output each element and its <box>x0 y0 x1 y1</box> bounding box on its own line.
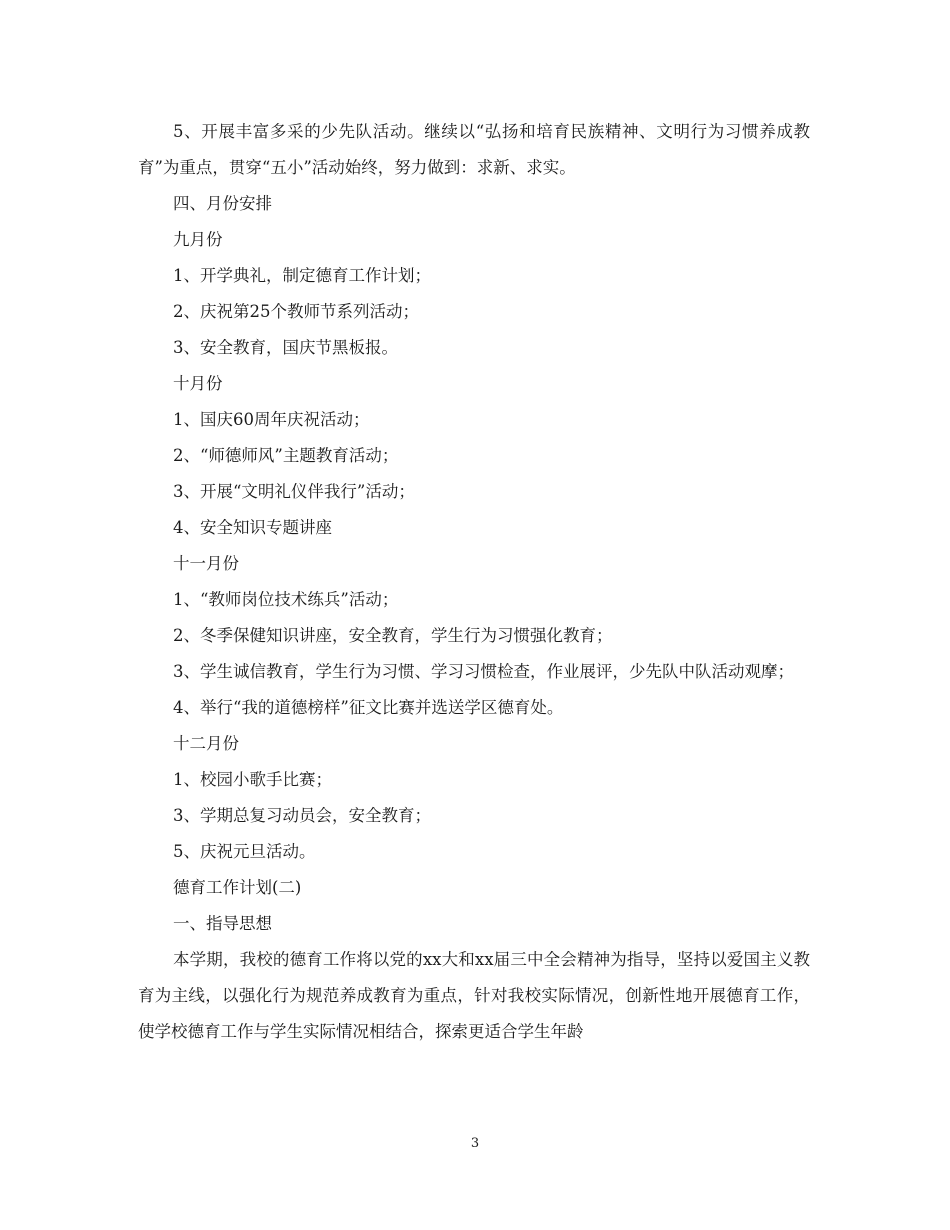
list-item: 1、开学典礼，制定德育工作计划； <box>173 266 431 285</box>
list-item: 1、国庆60周年庆祝活动； <box>173 410 370 429</box>
month-heading-december: 十二月份 <box>173 734 239 753</box>
section-heading-guiding-ideology: 一、指导思想 <box>173 914 272 933</box>
section-heading-monthly-schedule: 四、月份安排 <box>173 194 272 213</box>
paragraph: 本学期，我校的德育工作将以党的xx大和xx届三中全会精神为指导，坚持以爱国主义教育为主线，以强化行为规范养成教育为重点，针对我校实际情况，创新性地开展德育工作，使学校德育工作与学生实际情况相结合，探索更适合学生年龄 <box>138 950 810 1041</box>
list-item: 1、“教师岗位技术练兵”活动； <box>173 590 399 609</box>
list-item: 5、庆祝元旦活动。 <box>173 842 316 861</box>
list-item: 4、举行“我的道德榜样”征文比赛并选送学区德育处。 <box>173 698 564 717</box>
month-heading-september: 九月份 <box>173 230 223 249</box>
month-heading-november: 十一月份 <box>173 554 239 573</box>
document-body <box>138 114 810 1050</box>
paragraph: 5、开展丰富多采的少先队活动。继续以“弘扬和培育民族精神、文明行为习惯养成教育”为重点，贯穿“五小”活动始终，努力做到：求新、求实。 <box>138 122 810 177</box>
list-item: 3、学期总复习动员会，安全教育； <box>173 806 431 825</box>
list-item: 2、冬季保健知识讲座，安全教育，学生行为习惯强化教育； <box>173 626 613 645</box>
month-heading-october: 十月份 <box>173 374 223 393</box>
document-title-plan-two: 德育工作计划(二) <box>173 878 302 897</box>
list-item: 4、安全知识专题讲座 <box>173 518 332 537</box>
list-item: 3、学生诚信教育，学生行为习惯、学习习惯检查，作业展评，少先队中队活动观摩； <box>173 662 794 681</box>
list-item: 2、“师德师风”主题教育活动； <box>173 446 399 465</box>
list-item: 3、开展“文明礼仪伴我行”活动； <box>173 482 415 501</box>
list-item: 1、校园小歌手比赛； <box>173 770 332 789</box>
list-item: 3、安全教育，国庆节黑板报。 <box>173 338 398 357</box>
page-number: 3 <box>470 1136 480 1151</box>
list-item: 2、庆祝第25个教师节系列活动； <box>173 302 419 321</box>
